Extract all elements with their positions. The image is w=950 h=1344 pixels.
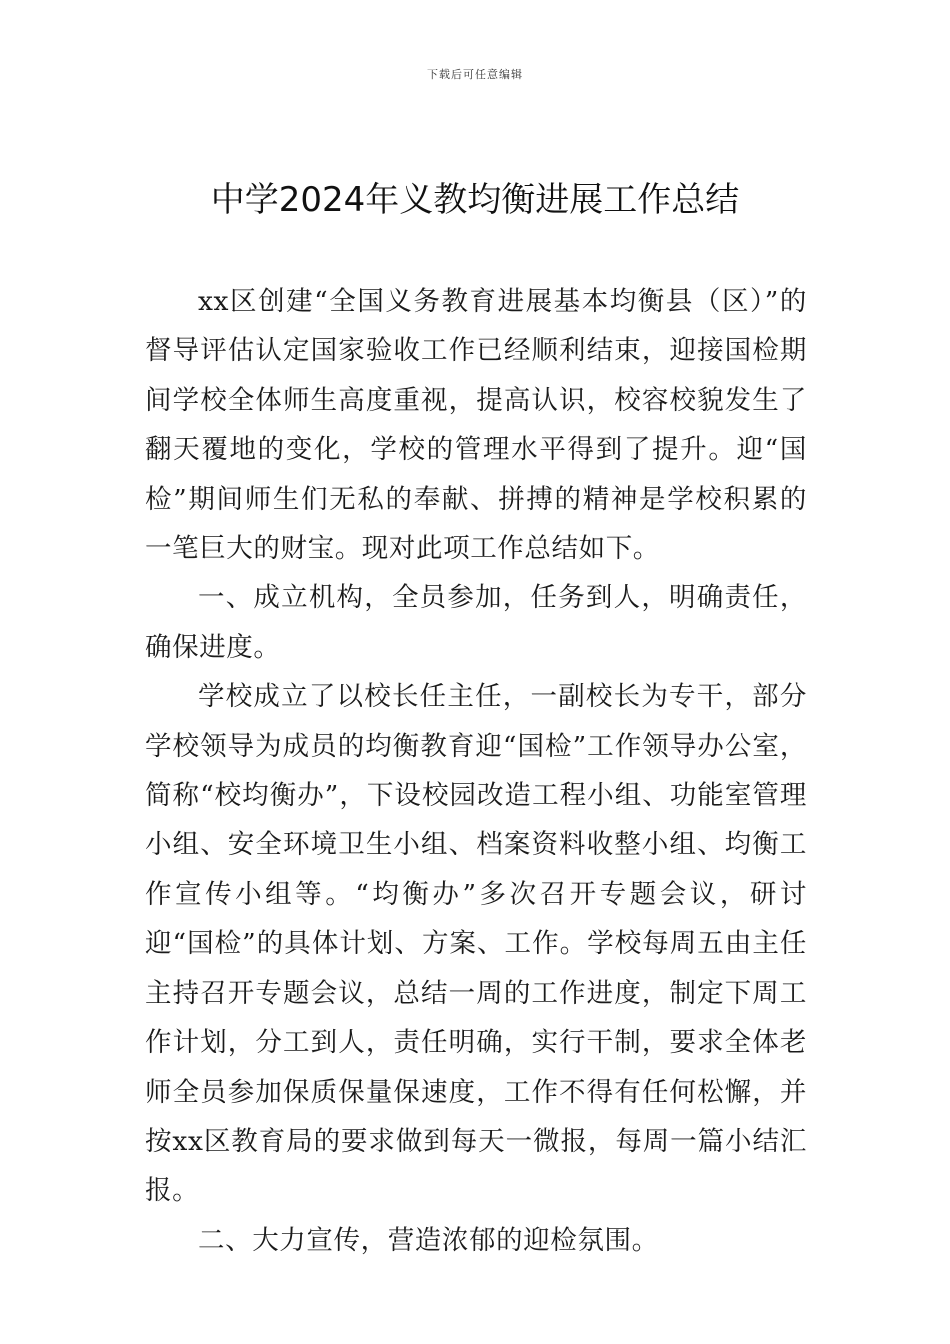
document-body	[145, 277, 807, 1265]
document-title: 中学2024年义教均衡进展工作总结	[210, 180, 740, 220]
paragraph-intro: xx区创建“全国义务教育进展基本均衡县（区）”的督导评估认定国家验收工作已经顺利结束，迎接国检期间学校全体师生高度重视，提高认识，校容校貌发生了翻天覆地的变化，学校的管理水平得到了提升。迎“国检”期间师生们无私的奉献、拼搏的精神是学校积累的一笔巨大的财宝。现对此项工作总结如下。	[145, 286, 807, 565]
header-note: 下载后可任意编辑	[427, 68, 523, 81]
section-heading-1: 一、成立机构，全员参加，任务到人，明确责任，确保进度。	[145, 582, 807, 663]
section-heading-2: 二、大力宣传，营造浓郁的迎检氛围。	[198, 1224, 659, 1256]
paragraph-section-1: 学校成立了以校长任主任，一副校长为专干，部分学校领导为成员的均衡教育迎“国检”工作领导办公室，简称“校均衡办”，下设校园改造工程小组、功能室管理小组、安全环境卫生小组、档案资料收整小组、均衡工作宣传小组等。“均衡办”多次召开专题会议，研讨迎“国检”的具体计划、方案、工作。学校每周五由主任主持召开专题会议，总结一周的工作进度，制定下周工作计划，分工到人，责任明确，实行干制，要求全体老师全员参加保质保量保速度，工作不得有任何松懈，并按xx区教育局的要求做到每天一微报，每周一篇小结汇报。	[145, 681, 807, 1207]
